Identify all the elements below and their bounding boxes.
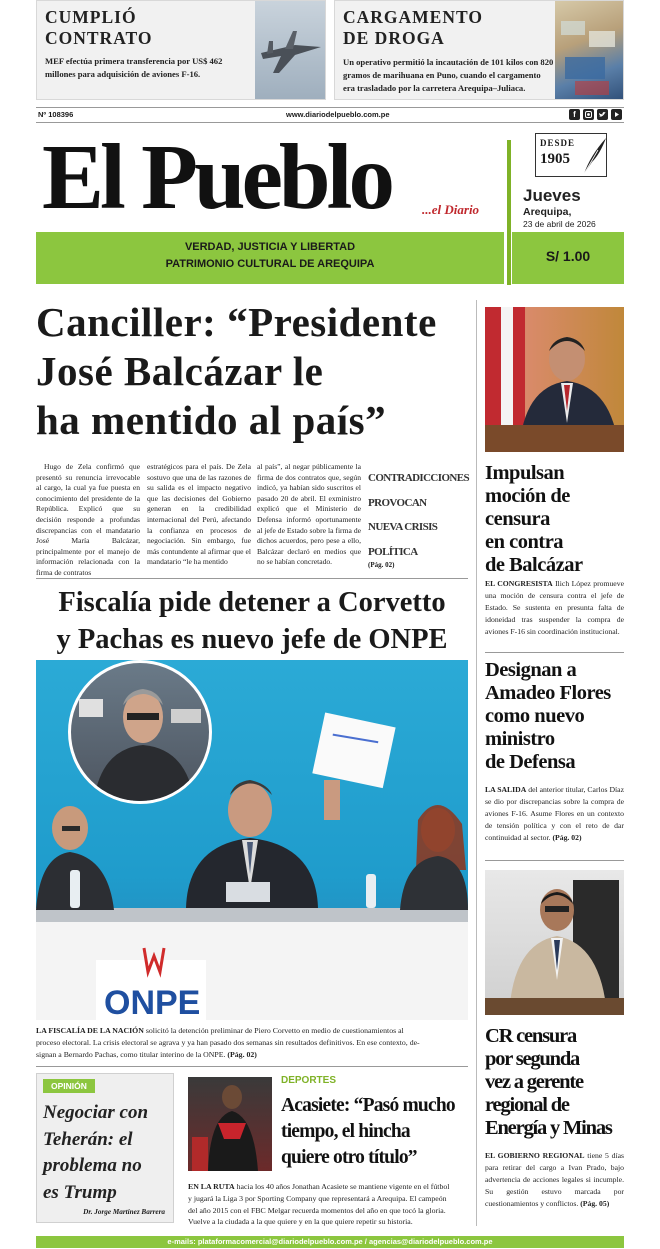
second-caption: LA FISCALÍA DE LA NACIÓN solicitó la detención preliminar de Piero Corvetto en medio de cuestionamientos al proceso electoral. La crisis electoral se agrava y ya han pasado dos semanas sin resultados definitivos. En ese contexto, de- signan a Bernardo Pachas, como titular interino de la ONPE. (Pág. 02) [36, 1026, 420, 1060]
lead-page-ref: (Pág. 02) [368, 561, 395, 569]
teaser-title: CARGAMENTO DE DROGA [343, 7, 483, 48]
slogan-line: PATRIMONIO CULTURAL DE AREQUIPA [165, 258, 375, 270]
teaser-text: Un operativo permitió la incautación de 101 kilos con 820 gramos de marihuana en Puno, cuando el cargamento era trasladado por la carretera Arequipa–Juliaca. [343, 57, 554, 93]
prado-photo [485, 870, 624, 1015]
onpe-press-photo [36, 660, 468, 1020]
divider [485, 652, 624, 653]
date: 23 de abril de 2026 [523, 219, 596, 229]
lead-column-1: Hugo de Zela confirmó que presentó su renuncia irrevocable al cargo, la cual ya fue puesta en conocimiento del presidente de la República. Explicó que su decisión responde a profundas discrepancias con el mandatario José María Balcázar, principalmente por el manejo de información relacionada con la firma de contratos [36, 462, 140, 577]
divider [36, 578, 468, 579]
youtube-icon[interactable] [611, 109, 622, 120]
opinion-label: OPINIÓN [43, 1079, 95, 1093]
acasiete-photo [188, 1077, 272, 1171]
opinion-author: Dr. Jorge Martínez Barrera [83, 1208, 165, 1216]
rc-headline-defensa[interactable]: Designan a Amadeo Flores como nuevo ministro de Defensa [485, 659, 611, 773]
city: Arequipa, [523, 206, 572, 218]
social-icons [569, 109, 622, 120]
slogan-line: VERDAD, JUSTICIA Y LIBERTAD [184, 241, 356, 253]
since-badge [535, 133, 607, 177]
website-link[interactable]: www.diariodelpueblo.com.pe [286, 110, 390, 119]
since-year: 1905 [540, 151, 570, 167]
divider [485, 860, 624, 861]
rc-text-energia: EL GOBIERNO REGIONAL tiene 5 días para retirar del cargo a Ivan Prado, bajo advertencia de acciones legales si incumple. Su gestión estuvo marcada por cuestionamientos y conflictos. (Pág. 05) [485, 1151, 625, 1208]
meta-bar [36, 107, 624, 123]
lead-column-2: estratégicos para el país. De Zela sostuvo que una de las razones de su salida es el impacto negativo que las decisiones del Gobierno generan en la credibilidad internacional del Perú, afectando la confianza en procesos de negociación. Sin embargo, fue más contundente al afirmar que el mandatario “le ha mentido [147, 462, 251, 567]
masthead-divider [507, 140, 511, 285]
second-headline[interactable]: Fiscalía pide detener a Corvetto y Pachas es nuevo jefe de ONPE [56, 587, 448, 655]
rc-headline-energia[interactable]: CR censura por segunda vez a gerente regional de Energía y Minas [485, 1025, 612, 1139]
quill-icon [580, 136, 608, 176]
onpe-sign-text: ONPE [104, 984, 201, 1020]
rc-text-censura: EL CONGRESISTA Ilich López promueve una moción de censura contra el jefe de Estado. Se sustenta en presunta falta de idoneidad tras suspender la compra de aviones F-16 sin coordinación institucional. [485, 579, 624, 636]
price-box: S/ 1.00 [512, 232, 624, 284]
divider [36, 1066, 468, 1067]
balcazar-photo [485, 307, 624, 452]
teaser-droga[interactable] [334, 0, 624, 100]
sports-text: EN LA RUTA hacia los 40 años Jonathan Acasiete se mantiene vigente en el fútbol y jugará la Liga 3 por Sporting Company que representará a Arequipa. El campeón del año 2015 con el FBC Melgar recuerda momentos del año en que tocó la gloria. Vuelve a la ciudada a la que quiere y en la que quiere repetir su historia. [188, 1182, 450, 1227]
rc-text-defensa: LA SALIDA del anterior titular, Carlos Díaz se dio por discrepancias sobre la compra de aviones F-16. Asume Flores en un contexto de tensión política y con el reto de dar continuidad al sector. (Pág. 02) [485, 785, 624, 842]
facebook-icon[interactable]: f [569, 109, 580, 120]
teaser-contrato[interactable] [36, 0, 326, 100]
opinion-title: Negociar con Teherán: el problema no es Trump [43, 1102, 149, 1203]
fighter-jet-photo [255, 1, 326, 100]
footer-emails[interactable]: e-mails: plataformacomercial@diariodelpueblo.com.pe / agencias@diariodelpueblo.com.pe [36, 1236, 624, 1248]
rc-headline-censura[interactable]: Impulsan moción de censura en contra de Balcázar [485, 462, 583, 576]
masthead-title: El Pueblo [42, 126, 391, 229]
drug-seizure-photo [555, 1, 624, 100]
instagram-icon[interactable] [583, 109, 594, 120]
teaser-title: CUMPLIÓ CONTRATO [45, 7, 153, 48]
lead-column-3: al país”, al negar públicamente la firma de dos contratos que, según indicó, ya habían sido suscritos el pasado 20 de abril. El exministro explicó que el Ministerio de Defensa informó oportunamente al jefe de Estado sobre la firma de dichos acuerdos, pero pese a ello, Balcázar declaró en medios que no se habían concretado. [257, 462, 361, 567]
sports-label: DEPORTES [281, 1075, 337, 1086]
twitter-icon[interactable] [597, 109, 608, 120]
corvetto-inset-photo [68, 660, 212, 804]
slogan-bar [36, 232, 504, 284]
opinion-box[interactable] [36, 1073, 174, 1223]
weekday: Jueves [523, 186, 581, 205]
column-separator [476, 300, 477, 1226]
teaser-text: MEF efectúa primera transferencia por US$ 462 millones para adquisición de aviones F-16. [45, 56, 223, 79]
since-label: DESDE [540, 138, 576, 148]
masthead-subtitle: ...el Diario [422, 202, 480, 217]
issue-number: Nº 108396 [38, 110, 74, 119]
lead-sidebar[interactable]: CONTRADICCIONES PROVOCAN NUEVA CRISIS POLÍTICA [368, 472, 470, 558]
sports-headline[interactable]: Acasiete: “Pasó mucho tiempo, el hincha quiere otro título” [281, 1095, 455, 1168]
lead-headline[interactable]: Canciller: “Presidente José Balcázar le ha mentido al país” [36, 299, 437, 443]
